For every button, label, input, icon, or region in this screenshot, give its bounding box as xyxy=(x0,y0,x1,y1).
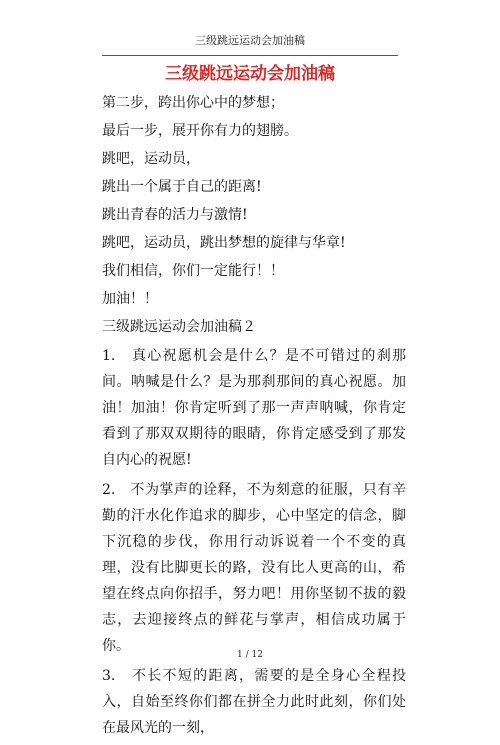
section-heading: 三级跳远运动会加油稿２ xyxy=(102,319,256,335)
paragraph: 3. 不长不短的距离，需要的是全身心全程投入，自始至终你们都在拼全力此时此刻，你们处在最风光的一刻， xyxy=(102,668,406,736)
text-line: 跳出一个属于自己的距离! xyxy=(102,179,262,195)
document-body xyxy=(102,89,406,745)
text-line: 跳吧，运动员， xyxy=(102,151,200,167)
text-line: 第二步，跨出你心中的梦想； xyxy=(102,95,284,111)
text-line: 我们相信，你们一定能行！！ xyxy=(102,263,284,279)
text-line: 跳出青春的活力与激情! xyxy=(102,207,248,223)
paragraph-block xyxy=(102,477,406,659)
text-line: 加油！！ xyxy=(102,291,158,307)
running-header: 三级跳远运动会加油稿 xyxy=(195,34,305,47)
page-number: 1 / 12 xyxy=(237,650,263,660)
paragraph-block xyxy=(102,343,406,473)
header-divider xyxy=(102,55,398,56)
paragraph: 2. 不为掌声的诠释，不为刻意的征服，只有辛勤的汗水化作追求的脚步，心中坚定的信念，脚下沉稳的步伐，你用行动诉说着一个不变的真理，没有比脚更长的路，没有比人更高的山，希望在终点向你招手，努力吧！用你坚韧不拔的毅志，去迎接终点的鲜花与掌声，相信成功属于你。 xyxy=(102,482,406,654)
text-line: 跳吧，运动员，跳出梦想的旋律与华章! xyxy=(102,235,346,251)
paragraph: 1. 真心祝愿机会是什么？是不可错过的刹那间。呐喊是什么？是为那刹那间的真心祝愿。加油！加油！你肯定听到了那一声声呐喊，你肯定看到了那双双期待的眼睛，你肯定感受到了那发自内心的祝愿! xyxy=(102,348,406,468)
paragraph-block xyxy=(102,663,406,741)
document-title: 三级跳远运动会加油稿 xyxy=(165,64,335,84)
text-line: 最后一步，展开你有力的翅膀。 xyxy=(102,123,298,139)
